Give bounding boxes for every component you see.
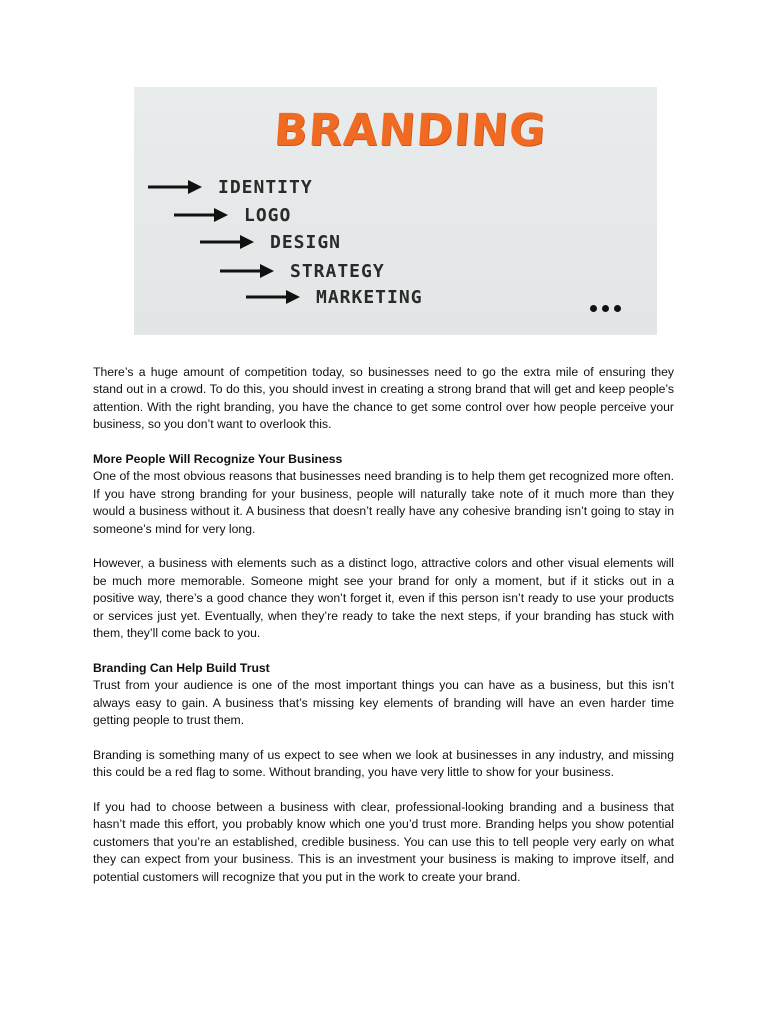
paragraph: Trust from your audience is one of the most important things you can have as a business, but this isn’t always easy to gain. A business that’s missing key elements of branding will have an even harder time getting people to trust them. xyxy=(93,678,674,728)
arrow-right-icon xyxy=(244,287,304,307)
branding-item-strategy: STRATEGY xyxy=(218,259,385,283)
branding-image xyxy=(134,87,657,335)
branding-title: BRANDING xyxy=(272,105,548,156)
arrow-right-icon xyxy=(198,232,258,252)
paragraph: Branding is something many of us expect to see when we look at businesses in any industry, and missing this could be a red flag to some. Without branding, you have very little to show for your business. xyxy=(93,747,674,780)
branding-item-marketing: MARKETING xyxy=(244,285,423,309)
section-heading-recognize: More People Will Recognize Your Business xyxy=(93,452,343,467)
arrow-right-icon xyxy=(172,205,232,225)
branding-item-identity: IDENTITY xyxy=(146,175,313,199)
section-heading-trust: Branding Can Help Build Trust xyxy=(93,660,270,675)
paragraph: However, a business with elements such as a distinct logo, attractive colors and other visual elements will be much more memorable. Someone might see your brand for only a moment, but if it sticks out in a positive way, there’s a good chance they won’t forget it, even if this person isn’t ready to use your products or services just yet. Eventually, when they’re ready to take the next steps, if your branding has stuck with them, they’ll come back to you. xyxy=(93,556,674,641)
branding-item-design: DESIGN xyxy=(198,230,341,254)
arrow-right-icon xyxy=(146,177,206,197)
ellipsis-icon xyxy=(590,305,621,312)
document-body xyxy=(93,364,674,886)
arrow-right-icon xyxy=(218,261,278,281)
paragraph: If you had to choose between a business with clear, professional-looking branding and a business that hasn’t made this effort, you probably know which one you’d trust more. Branding helps you show potential customers that you’re an established, credible business. You can use this to tell people very early on what they can expect from your business. This is an investment your business is making to improve itself, and potential customers will recognize that you put in the work to create your brand. xyxy=(93,800,674,884)
branding-item-logo: LOGO xyxy=(172,203,291,227)
paragraph: One of the most obvious reasons that businesses need branding is to help them get recognized more often. If you have strong branding for your business, people will naturally take note of it much more than they would a business without it. A business that doesn’t really have any cohesive branding isn’t going to stay in someone’s mind for very long. xyxy=(93,469,674,536)
intro-paragraph: There’s a huge amount of competition today, so businesses need to go the extra mile of ensuring they stand out in a crowd. To do this, you should invest in creating a strong brand that will get and keep people’s attention. With the right branding, you have the chance to get some control over how people perceive your business, so you don’t want to overlook this. xyxy=(93,365,674,432)
